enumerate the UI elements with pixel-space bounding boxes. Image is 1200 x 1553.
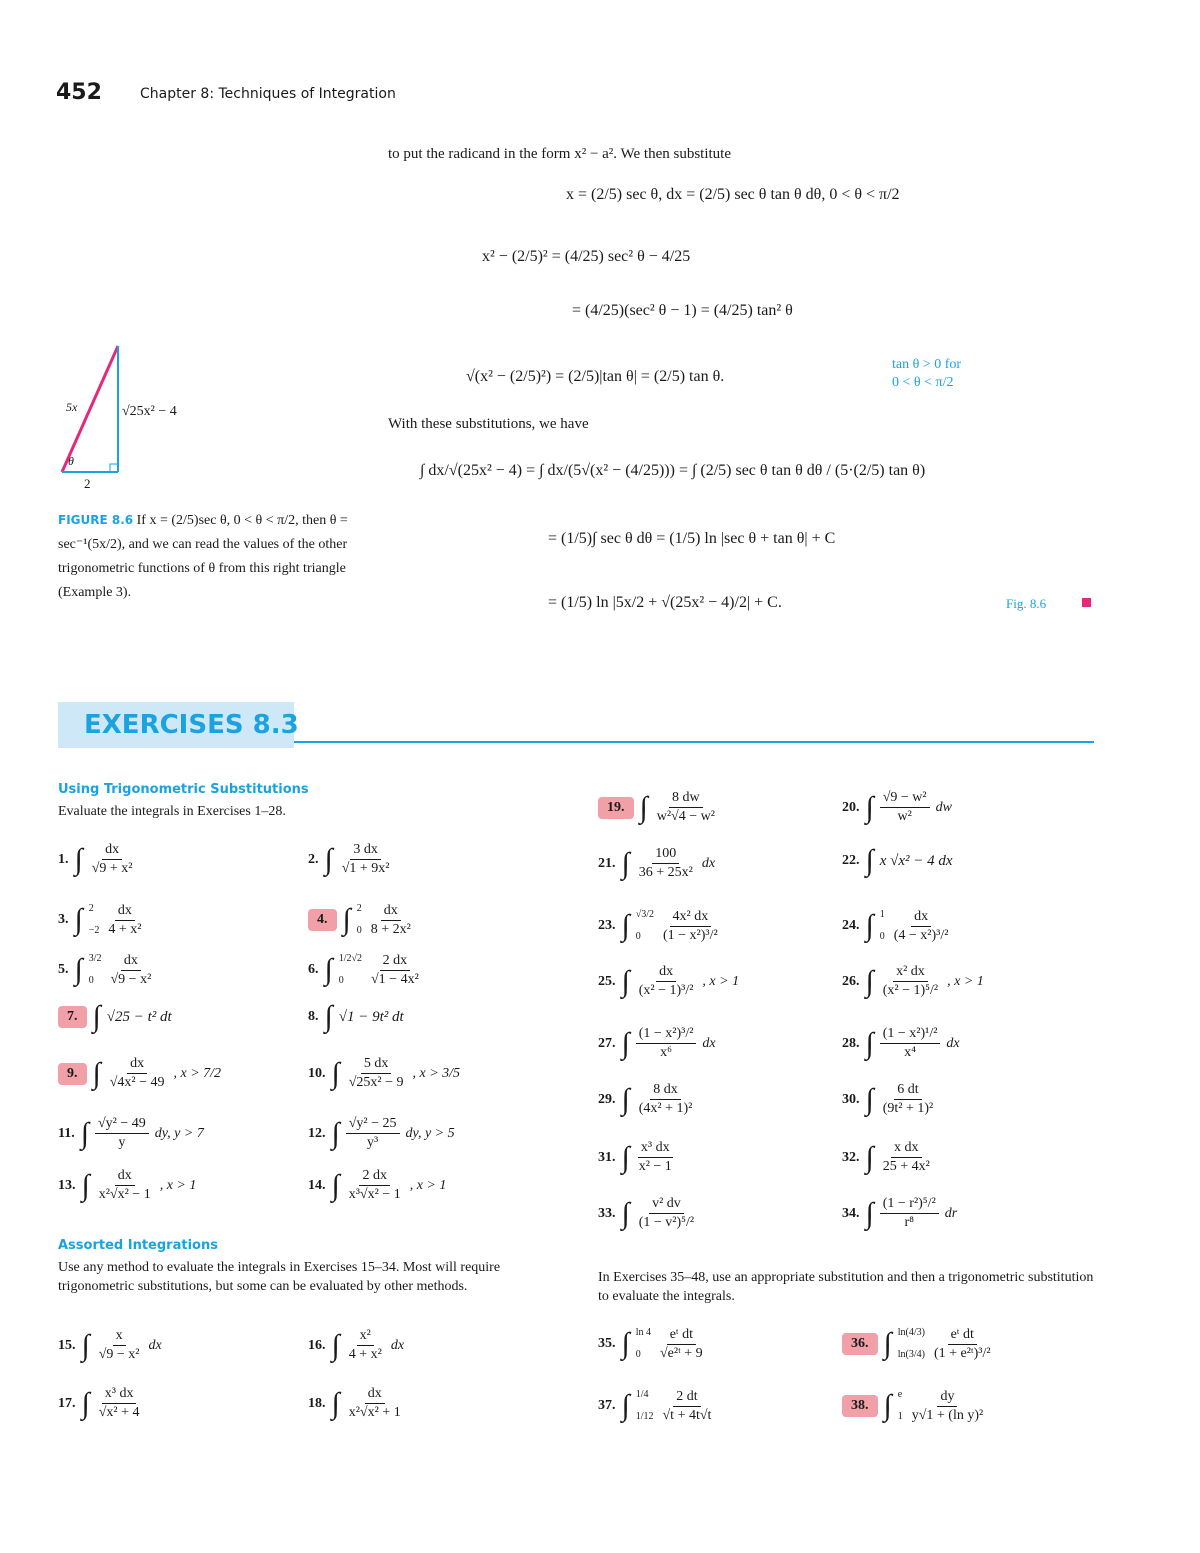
fraction-denominator: √9 − x² (110, 971, 152, 987)
integrand-fraction (105, 903, 144, 938)
fraction-denominator: √4x² − 49 (109, 1075, 165, 1090)
integrand-fraction (96, 1328, 143, 1363)
fraction-numerator: x (113, 1328, 126, 1346)
integral-sign: ∫ (621, 1196, 630, 1230)
fraction-denominator: √1 − 4x² (371, 971, 419, 987)
fraction-numerator: eᵗ dt (948, 1327, 977, 1345)
fraction-denominator: 36 + 25x² (638, 865, 693, 880)
exercise-item (308, 1168, 446, 1203)
exercise-number: 28. (842, 1035, 860, 1051)
fraction-numerator: 8 dw (669, 790, 703, 808)
fraction-denominator: √e²ᵗ + 9 (660, 1345, 703, 1361)
exercise-item (842, 964, 984, 999)
integral-sign: ∫ (324, 953, 333, 986)
fraction-denominator: (x² − 1)³/² (638, 983, 694, 998)
integrand-fraction (95, 1116, 149, 1151)
fraction-denominator: √t + 4t√t (662, 1407, 712, 1423)
exercise-number: 11. (58, 1125, 75, 1141)
exercise-item (598, 1140, 675, 1175)
exercise-number: 7. (58, 1006, 87, 1028)
fraction-denominator: x²√x² − 1 (98, 1187, 151, 1202)
exercise-item (842, 1322, 994, 1366)
fraction-numerator: dx (115, 1168, 135, 1186)
section-instructions-1: Evaluate the integrals in Exercises 1–28. (58, 804, 286, 819)
integrand-tail: dy, y > 5 (405, 1125, 455, 1141)
fraction-numerator: √y² − 49 (95, 1116, 149, 1134)
exercise-item (308, 842, 393, 877)
exercise-number: 14. (308, 1177, 326, 1193)
fraction-numerator: x² (357, 1328, 374, 1346)
fraction-numerator: x³ dx (638, 1140, 673, 1158)
integral-sign: ∫ (621, 846, 630, 880)
chapter-title: Chapter 8: Techniques of Integration (140, 86, 396, 102)
exercise-number: 13. (58, 1177, 76, 1193)
integral-sign: ∫ (865, 844, 874, 877)
integrand-fraction (346, 1328, 385, 1363)
integral-limits: ln 4 0 (635, 1327, 651, 1360)
triangle-adj-label: 2 (84, 476, 91, 491)
fraction-denominator: r⁸ (904, 1215, 915, 1230)
fraction-numerator: 2 dt (673, 1389, 700, 1407)
exercise-number: 17. (58, 1395, 76, 1411)
fraction-denominator: 4 + x² (108, 921, 142, 937)
with-these-line: With these substitutions, we have (388, 416, 589, 432)
fraction-numerator: dx (381, 903, 401, 921)
integrand-fraction (636, 1140, 675, 1175)
triangle-opp-label: √25x² − 4 (122, 404, 177, 419)
integrand-fraction (880, 964, 941, 999)
integrand-tail: dy, y > 7 (154, 1125, 204, 1141)
integrand-tail: dw (935, 799, 952, 815)
integrand-fraction (96, 1168, 154, 1203)
fraction-denominator: (9t² + 1)² (882, 1101, 934, 1116)
fraction-denominator: x³√x² − 1 (348, 1187, 401, 1202)
exercise-number: 10. (308, 1065, 326, 1081)
integrand-fraction (368, 903, 414, 938)
exercise-number: 30. (842, 1091, 860, 1107)
exercise-item (598, 846, 715, 881)
exercise-number: 19. (598, 797, 634, 819)
integral-line-3: = (1/5) ln |5x/2 + √(25x² − 4)/2| + C. (548, 594, 782, 611)
integral-line-2: = (1/5)∫ sec θ dθ = (1/5) ln |sec θ + tan θ| + C (548, 530, 836, 547)
exercise-number: 35. (598, 1336, 616, 1351)
fraction-denominator: (4x² + 1)² (638, 1101, 693, 1116)
fraction-denominator: (1 − v²)⁵/² (638, 1215, 695, 1230)
exercise-number: 31. (598, 1149, 616, 1165)
exercise-item (598, 1196, 697, 1231)
section-instructions-2: Use any method to evaluate the integrals in Exercises 15–34. Most will require trigonometric substitutions, but some can be evaluated by other methods. (58, 1260, 501, 1294)
integral-sign: ∫ (331, 1168, 340, 1202)
integrand-fraction (107, 1056, 168, 1091)
integral-sign: ∫ (74, 953, 83, 986)
integrand-tail: , x > 1 (947, 973, 984, 989)
integral-sign: ∫ (865, 1196, 874, 1230)
substitution-line: x = (2/5) sec θ, dx = (2/5) sec θ tan θ dθ, 0 < θ < π/2 (566, 186, 900, 203)
exercises-title: EXERCISES 8.3 (84, 710, 299, 740)
exercise-number: 18. (308, 1395, 326, 1411)
exercise-item (58, 1168, 196, 1203)
equation-line-3: √(x² − (2/5)²) = (2/5)|tan θ| = (2/5) tan θ. (466, 368, 725, 385)
exercise-number: 12. (308, 1125, 326, 1141)
integral-sign: ∫ (865, 1026, 874, 1060)
exercise-number: 15. (58, 1337, 76, 1353)
integral-sign: ∫ (621, 1026, 630, 1060)
fraction-numerator: dx (365, 1386, 385, 1404)
fraction-denominator: y³ (367, 1135, 379, 1150)
fraction-denominator: √x² + 4 (98, 1405, 140, 1420)
integral-line-1: ∫ dx/√(25x² − 4) = ∫ dx/(5√(x² − (4/25))) = ∫ (2/5) sec θ tan θ dθ / (5·(2/5) tan θ) (420, 462, 926, 479)
integral-sign: ∫ (92, 1000, 101, 1033)
exercise-number: 22. (842, 853, 860, 868)
integral-limits: 1/4 1/12 (635, 1389, 654, 1422)
exercise-item (308, 1002, 404, 1032)
exercise-number: 21. (598, 855, 616, 871)
exercise-number: 3. (58, 912, 69, 927)
section-heading-assorted: Assorted Integrations (58, 1238, 218, 1253)
integrand-fraction (339, 842, 393, 877)
exercise-number: 37. (598, 1398, 616, 1413)
section-instructions-3: In Exercises 35–48, use an appropriate substitution and then a trigonometric substitution to evaluate the integrals. (598, 1270, 1094, 1304)
exercise-item (308, 1386, 404, 1421)
fraction-numerator: 5 dx (361, 1056, 392, 1074)
exercise-number: 34. (842, 1205, 860, 1221)
integrand-fraction (346, 1056, 407, 1091)
integral-sign: ∫ (621, 909, 630, 942)
integrand-tail: dx (702, 1035, 716, 1051)
integral-limits: 2 −2 (88, 903, 100, 936)
integral-sign: ∫ (621, 1327, 630, 1360)
integral-sign: ∫ (621, 1082, 630, 1116)
exercise-number: 38. (842, 1395, 878, 1417)
fraction-denominator: y√1 + (ln y)² (911, 1407, 984, 1423)
integral-sign: ∫ (74, 842, 83, 876)
exercise-number: 32. (842, 1149, 860, 1165)
exercise-number: 5. (58, 962, 69, 977)
integral-sign: ∫ (621, 1140, 630, 1174)
integrand-fraction (636, 1026, 697, 1061)
fraction-denominator: x² − 1 (638, 1159, 672, 1174)
integral-sign: ∫ (81, 1386, 90, 1420)
exercise-item (598, 904, 721, 948)
integral-sign: ∫ (81, 1168, 90, 1202)
fraction-numerator: eᵗ dt (667, 1327, 696, 1345)
integrand-fraction (654, 790, 718, 825)
fraction-numerator: 100 (652, 846, 679, 864)
exercise-number: 2. (308, 851, 319, 867)
integral-limits: 1 0 (879, 909, 885, 942)
exercise-number: 16. (308, 1337, 326, 1353)
fraction-denominator: x⁴ (904, 1045, 917, 1060)
integral-limits: 1/2√2 0 (338, 953, 362, 986)
integrand-fraction (891, 909, 952, 944)
integrand-fraction (636, 1082, 696, 1117)
integral-sign: ∫ (883, 1327, 892, 1360)
exercise-item (58, 898, 144, 942)
fraction-denominator: 8 + 2x² (370, 921, 411, 937)
exercise-number: 29. (598, 1091, 616, 1107)
fraction-denominator: (1 + e²ᵗ)³/² (933, 1345, 991, 1361)
exercise-number: 24. (842, 918, 860, 933)
exercise-number: 27. (598, 1035, 616, 1051)
side-note-line-1: tan θ > 0 for (892, 357, 962, 372)
exercise-item (842, 1140, 933, 1175)
integrand-tail: , x > 1 (702, 973, 740, 989)
exercise-item (308, 948, 422, 992)
equation-line-1: x² − (2/5)² = (4/25) sec² θ − 4/25 (482, 248, 691, 265)
triangle-hyp-label: 5x (66, 400, 78, 414)
integral-limits: e 1 (897, 1389, 903, 1422)
fraction-numerator: v² dv (649, 1196, 684, 1214)
fraction-denominator: x²√x² + 1 (348, 1405, 401, 1420)
integral-sign: ∫ (621, 964, 630, 998)
integrand: x √x² − 4 dx (879, 852, 953, 869)
integral-sign: ∫ (621, 1389, 630, 1422)
exercise-number: 20. (842, 799, 860, 815)
fraction-numerator: x² dx (893, 964, 928, 982)
figure-caption (58, 508, 368, 605)
fraction-numerator: 6 dt (894, 1082, 921, 1100)
integrand-tail: dr (944, 1205, 958, 1221)
integrand: √25 − t² dt (106, 1008, 172, 1025)
fraction-numerator: x³ dx (102, 1386, 137, 1404)
integrand-fraction (346, 1386, 404, 1421)
fraction-numerator: x dx (891, 1140, 922, 1158)
section-heading-trig-subs: Using Trigonometric Substitutions (58, 782, 309, 797)
integrand-fraction (880, 1196, 939, 1231)
integral-sign: ∫ (865, 790, 874, 824)
integrand-fraction (346, 1116, 400, 1151)
integrand-fraction (636, 846, 696, 881)
integrand-fraction (660, 1389, 715, 1424)
fraction-denominator: √9 − x² (98, 1347, 140, 1362)
caption-text: If x = (2/5)sec θ, 0 < θ < π/2, then θ = sec⁻¹(5x/2), and we can read the values of the other trigonometric functions of θ from this right triangle (Example 3). (58, 513, 348, 600)
exercise-number: 4. (308, 909, 337, 931)
integrand-fraction (346, 1168, 404, 1203)
integrand: √1 − 9t² dt (338, 1008, 404, 1025)
figure-reference: Fig. 8.6 (1006, 596, 1047, 611)
exercise-item (842, 1026, 960, 1061)
integral-sign: ∫ (324, 842, 333, 876)
exercise-item (598, 1384, 714, 1428)
exercise-item (58, 1002, 172, 1032)
fraction-denominator: √9 + x² (91, 861, 133, 876)
fraction-denominator: (x² − 1)⁵/² (882, 983, 939, 998)
integral-sign: ∫ (883, 1389, 892, 1422)
integral-sign: ∫ (331, 1056, 340, 1090)
integrand-tail: dx (946, 1035, 960, 1051)
integral-sign: ∫ (331, 1328, 340, 1362)
integrand-fraction (108, 953, 155, 988)
integrand-fraction (96, 1386, 143, 1421)
fraction-numerator: √y² − 25 (346, 1116, 400, 1134)
exercise-item (842, 790, 952, 825)
exercise-number: 23. (598, 918, 616, 933)
integrand-fraction (880, 790, 930, 825)
integral-sign: ∫ (639, 790, 648, 824)
exercise-item (598, 1322, 706, 1366)
exercise-item (58, 1116, 204, 1151)
integrand-fraction (880, 1140, 933, 1175)
fraction-denominator: (1 − x²)³/² (663, 927, 718, 943)
page-number: 452 (56, 80, 102, 105)
integrand-fraction (657, 1327, 706, 1362)
fraction-numerator: dx (656, 964, 676, 982)
exercise-item (58, 948, 154, 992)
fraction-numerator: (1 − r²)⁵/² (880, 1196, 939, 1214)
integral-sign: ∫ (342, 903, 351, 936)
triangle-angle-label: θ (68, 454, 74, 468)
intro-line: to put the radicand in the form x² − a². We then substitute (388, 146, 731, 162)
exercise-item (308, 1116, 455, 1151)
fraction-numerator: dx (127, 1056, 147, 1074)
fraction-numerator: 3 dx (350, 842, 381, 860)
integrand-fraction (660, 909, 721, 944)
integral-sign: ∫ (74, 903, 83, 936)
exercise-item (598, 1082, 695, 1117)
fraction-numerator: (1 − x²)³/² (636, 1026, 697, 1044)
fraction-numerator: dy (937, 1389, 957, 1407)
exercise-item (308, 1056, 460, 1091)
fraction-denominator: 4 + x² (348, 1347, 382, 1362)
fraction-denominator: w²√4 − w² (656, 809, 715, 824)
integrand-tail: dx (390, 1337, 405, 1353)
integrand-fraction (636, 1196, 697, 1231)
end-of-example-marker (1082, 598, 1091, 607)
exercise-item (58, 1386, 143, 1421)
fraction-numerator: dx (115, 903, 135, 921)
exercise-item (58, 1328, 162, 1363)
fraction-denominator: x⁶ (660, 1045, 673, 1060)
exercise-item (308, 1328, 404, 1363)
integrand-tail: , x > 7/2 (173, 1065, 222, 1081)
exercise-item (598, 964, 739, 999)
integral-limits: √3/2 0 (635, 909, 654, 942)
side-note-line-2: 0 < θ < π/2 (892, 375, 954, 390)
integral-sign: ∫ (865, 909, 874, 942)
fraction-numerator: 2 dx (359, 1168, 390, 1186)
integral-sign: ∫ (865, 1140, 874, 1174)
exercise-item (308, 898, 414, 942)
fraction-denominator: 25 + 4x² (882, 1159, 930, 1174)
fraction-numerator: √9 − w² (880, 790, 930, 808)
integral-sign: ∫ (324, 1000, 333, 1033)
fraction-numerator: 8 dx (650, 1082, 681, 1100)
exercises-rule (294, 741, 1094, 743)
exercise-number: 9. (58, 1063, 87, 1085)
integral-limits: 2 0 (356, 903, 362, 936)
integrand-tail: dx (701, 855, 716, 871)
integrand-fraction (931, 1327, 994, 1362)
exercise-number: 6. (308, 962, 319, 977)
integrand-fraction (909, 1389, 987, 1424)
fraction-numerator: dx (121, 953, 141, 971)
integrand-fraction (89, 842, 136, 877)
fraction-denominator: √25x² − 9 (348, 1075, 404, 1090)
integrand-tail: dx (148, 1337, 162, 1353)
exercise-item (598, 1026, 716, 1061)
exercise-item (842, 904, 951, 948)
exercise-number: 8. (308, 1009, 319, 1024)
fraction-denominator: y (118, 1135, 126, 1150)
integrand-fraction (880, 1026, 941, 1061)
fraction-numerator: 4x² dx (670, 909, 712, 927)
integrand-fraction (368, 953, 422, 988)
integral-sign: ∫ (80, 1116, 89, 1150)
fraction-denominator: w² (897, 809, 912, 824)
fraction-denominator: (4 − x²)³/² (893, 927, 949, 943)
fraction-numerator: 2 dx (380, 953, 411, 971)
fraction-numerator: (1 − x²)¹/² (880, 1026, 941, 1044)
integral-sign: ∫ (331, 1116, 340, 1150)
integrand-tail: , x > 3/5 (412, 1065, 461, 1081)
integral-sign: ∫ (865, 964, 874, 998)
caption-label: FIGURE 8.6 (58, 513, 134, 527)
exercise-item (842, 846, 953, 876)
exercise-number: 33. (598, 1205, 616, 1221)
fraction-numerator: dx (911, 909, 931, 927)
exercise-item (842, 1384, 986, 1428)
exercise-number: 26. (842, 973, 860, 989)
exercise-number: 36. (842, 1333, 878, 1355)
integral-limits: 3/2 0 (88, 953, 102, 986)
integral-sign: ∫ (331, 1386, 340, 1420)
integrand-tail: , x > 1 (409, 1177, 447, 1193)
exercise-item (58, 842, 136, 877)
exercise-number: 1. (58, 851, 69, 867)
integral-sign: ∫ (92, 1056, 101, 1090)
integral-sign: ∫ (81, 1328, 90, 1362)
integrand-fraction (636, 964, 697, 999)
integral-sign: ∫ (865, 1082, 874, 1116)
fraction-denominator: √1 + 9x² (341, 861, 390, 876)
side-note (892, 356, 961, 392)
exercise-item (842, 1196, 957, 1231)
fraction-numerator: dx (102, 842, 122, 860)
integral-limits: ln(4/3) ln(3/4) (897, 1327, 925, 1360)
integrand-tail: , x > 1 (159, 1177, 197, 1193)
exercise-item (598, 790, 718, 825)
exercise-item (58, 1056, 221, 1091)
exercise-item (842, 1082, 936, 1117)
equation-line-2: = (4/25)(sec² θ − 1) = (4/25) tan² θ (572, 302, 793, 319)
integrand-fraction (880, 1082, 937, 1117)
exercise-number: 25. (598, 973, 616, 989)
